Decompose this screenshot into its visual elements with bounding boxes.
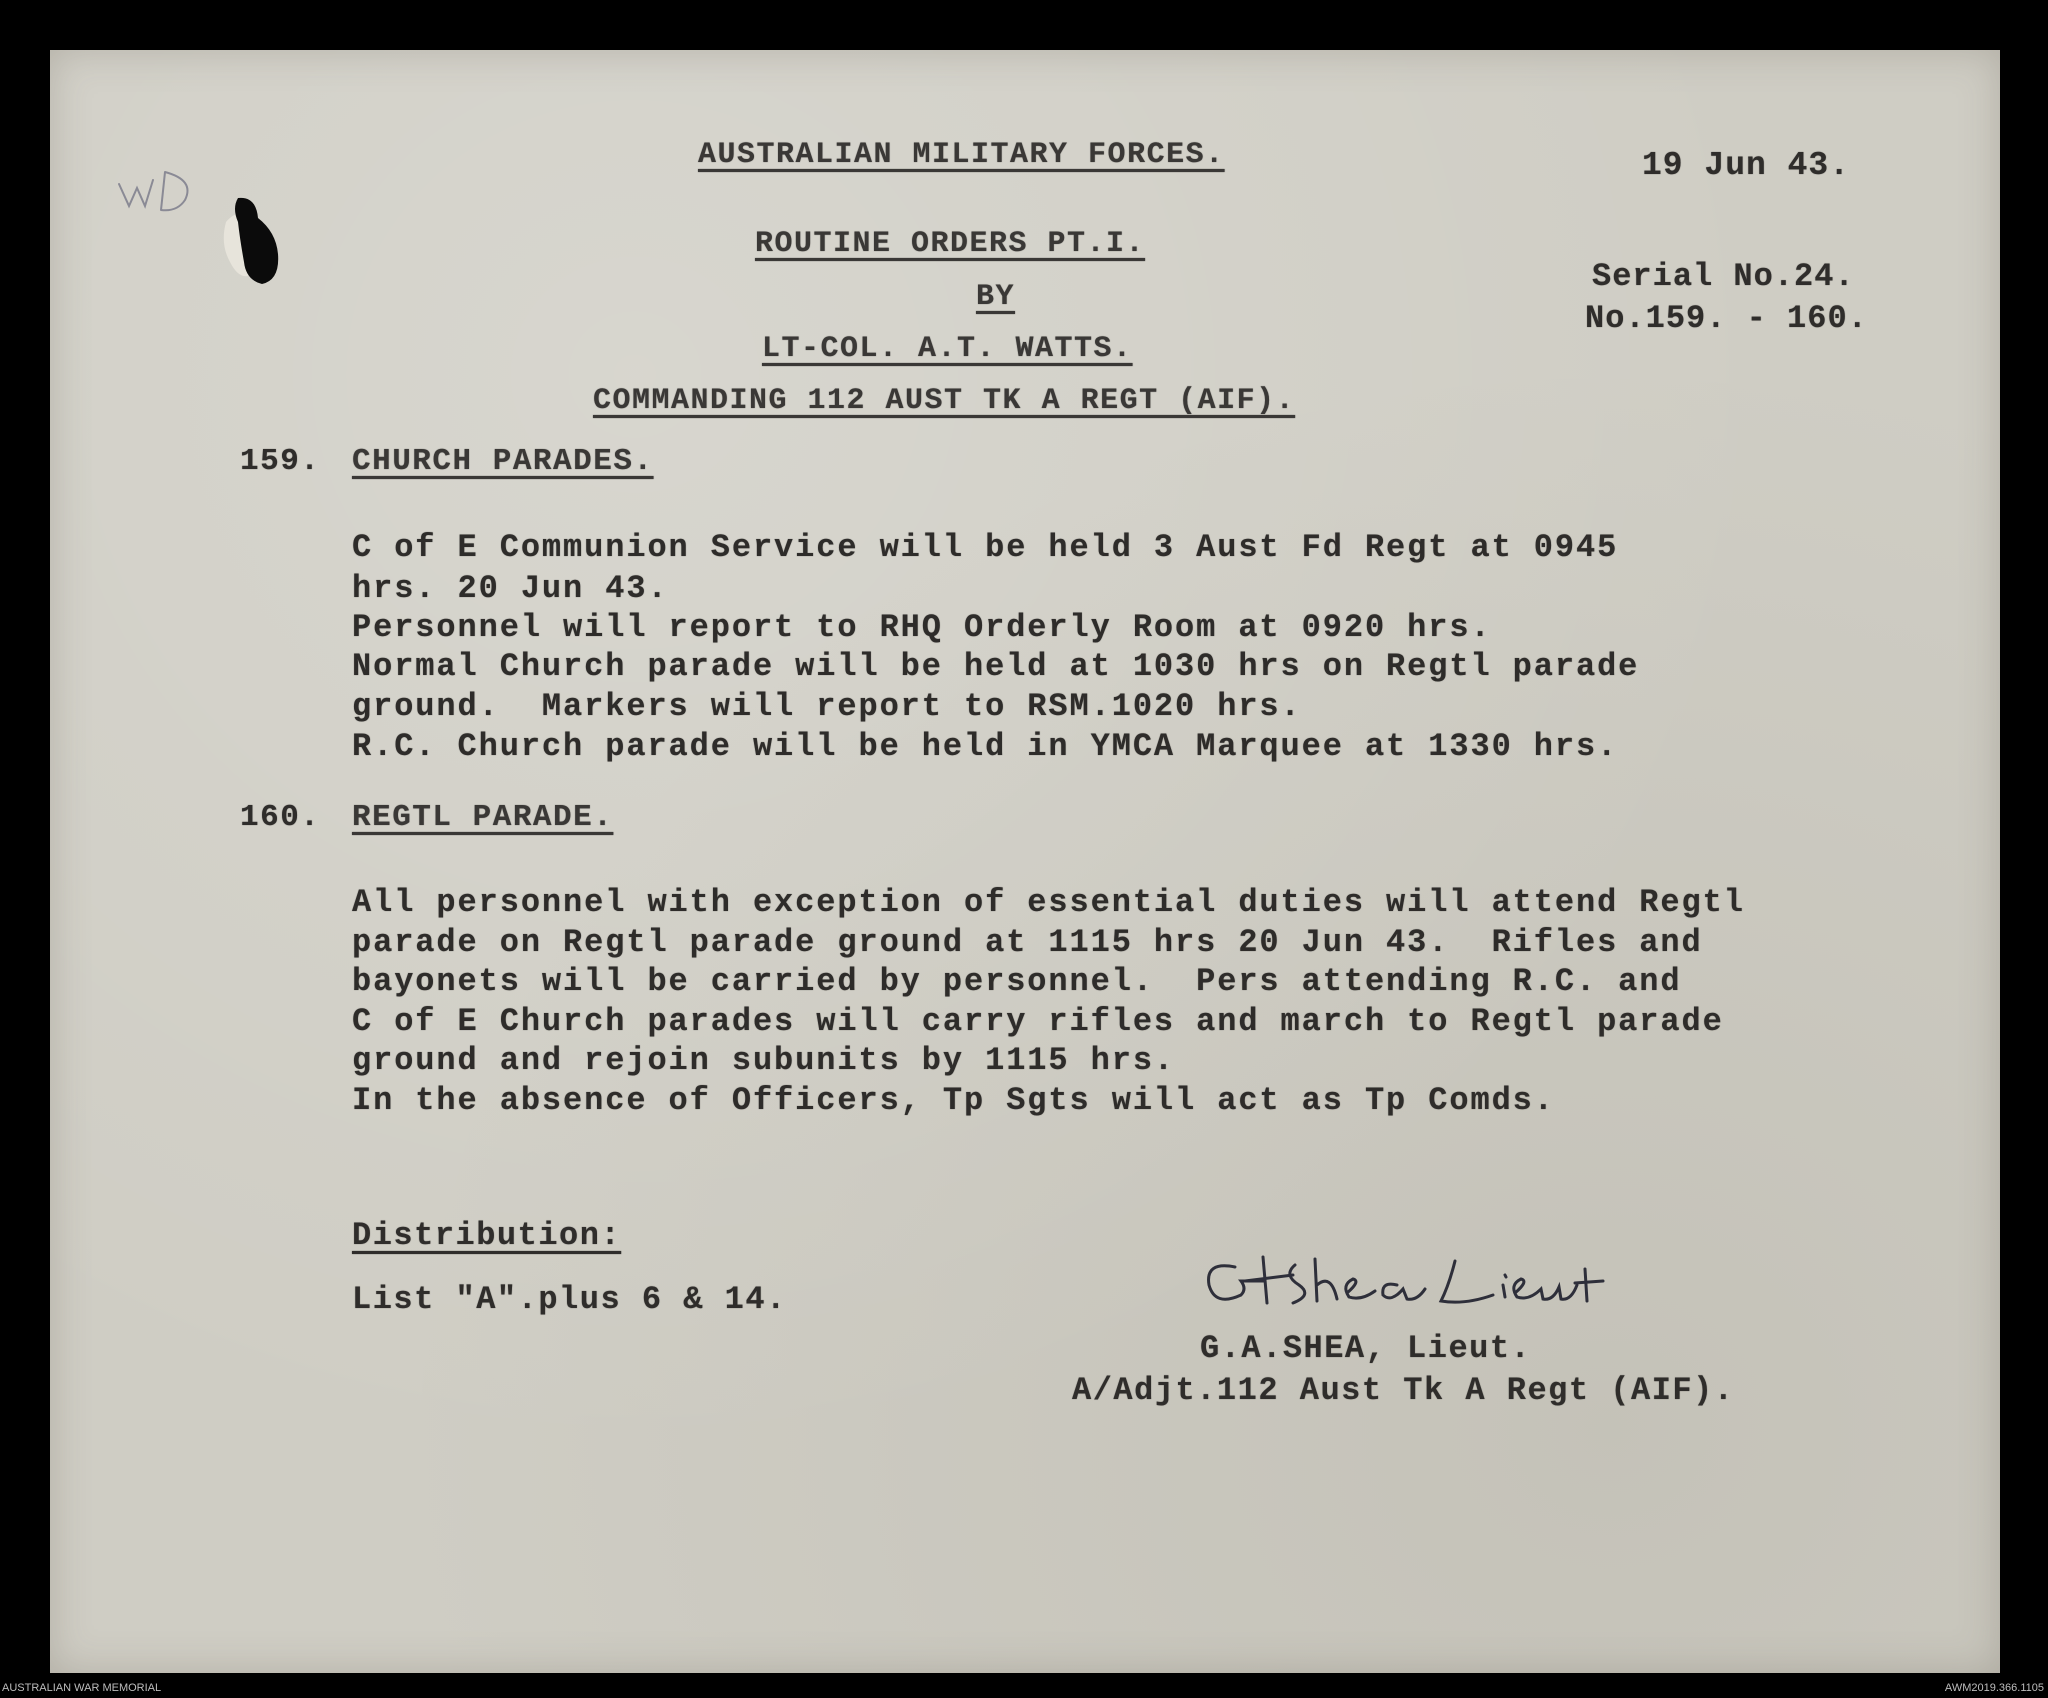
order-heading: CHURCH PARADES. bbox=[352, 444, 654, 479]
order-text-line: ground. Markers will report to RSM.1020 hrs. bbox=[352, 688, 1302, 725]
order-text-line: C of E Communion Service will be held 3 Aust Fd Regt at 0945 bbox=[352, 529, 1619, 566]
order-text-line: In the absence of Officers, Tp Sgts will act as Tp Comds. bbox=[352, 1082, 1555, 1119]
command-line: COMMANDING 112 AUST TK A REGT (AIF). bbox=[593, 384, 1296, 418]
order-text-line: bayonets will be carried by personnel. Pers attending R.C. and bbox=[352, 963, 1682, 1000]
order-text-line: parade on Regtl parade ground at 1115 hrs 20 Jun 43. Rifles and bbox=[352, 924, 1703, 961]
order-text-line: Normal Church parade will be held at 1030 hrs on Regtl parade bbox=[352, 648, 1640, 685]
serial-number: Serial No.24. bbox=[1592, 258, 1855, 295]
signatory-name: G.A.SHEA, Lieut. bbox=[1200, 1330, 1532, 1367]
order-text-line: All personnel with exception of essential duties will attend Regtl bbox=[352, 884, 1745, 921]
order-heading: REGTL PARADE. bbox=[352, 800, 614, 835]
order-text-line: R.C. Church parade will be held in YMCA Marquee at 1330 hrs. bbox=[352, 728, 1619, 765]
archive-caption: AUSTRALIAN WAR MEMORIAL bbox=[2, 1682, 162, 1694]
punch-hole bbox=[218, 192, 298, 292]
order-text-line: C of E Church parades will carry rifles and march to Regtl parade bbox=[352, 1003, 1724, 1040]
by-line: BY bbox=[976, 280, 1016, 314]
order-numbers: No.159. - 160. bbox=[1585, 300, 1868, 337]
document-title: ROUTINE ORDERS PT.I. bbox=[755, 227, 1146, 261]
distribution-list: List "A".plus 6 & 14. bbox=[352, 1281, 787, 1318]
handwritten-signature bbox=[1175, 1245, 1695, 1325]
order-text-line: hrs. 20 Jun 43. bbox=[352, 570, 669, 607]
signatory-title: A/Adjt.112 Aust Tk A Regt (AIF). bbox=[1072, 1372, 1735, 1409]
commanding-officer: LT-COL. A.T. WATTS. bbox=[762, 332, 1133, 366]
order-text-line: Personnel will report to RHQ Orderly Room at 0920 hrs. bbox=[352, 609, 1492, 646]
catalogue-number: AWM2019.366.1105 bbox=[1944, 1682, 2044, 1694]
org-heading: AUSTRALIAN MILITARY FORCES. bbox=[698, 138, 1225, 172]
document-date: 19 Jun 43. bbox=[1642, 147, 1851, 184]
pencil-margin-note bbox=[115, 160, 200, 220]
order-number: 159. bbox=[240, 444, 321, 479]
distribution-heading: Distribution: bbox=[352, 1217, 622, 1254]
order-text-line: ground and rejoin subunits by 1115 hrs. bbox=[352, 1042, 1176, 1079]
order-number: 160. bbox=[240, 800, 321, 835]
